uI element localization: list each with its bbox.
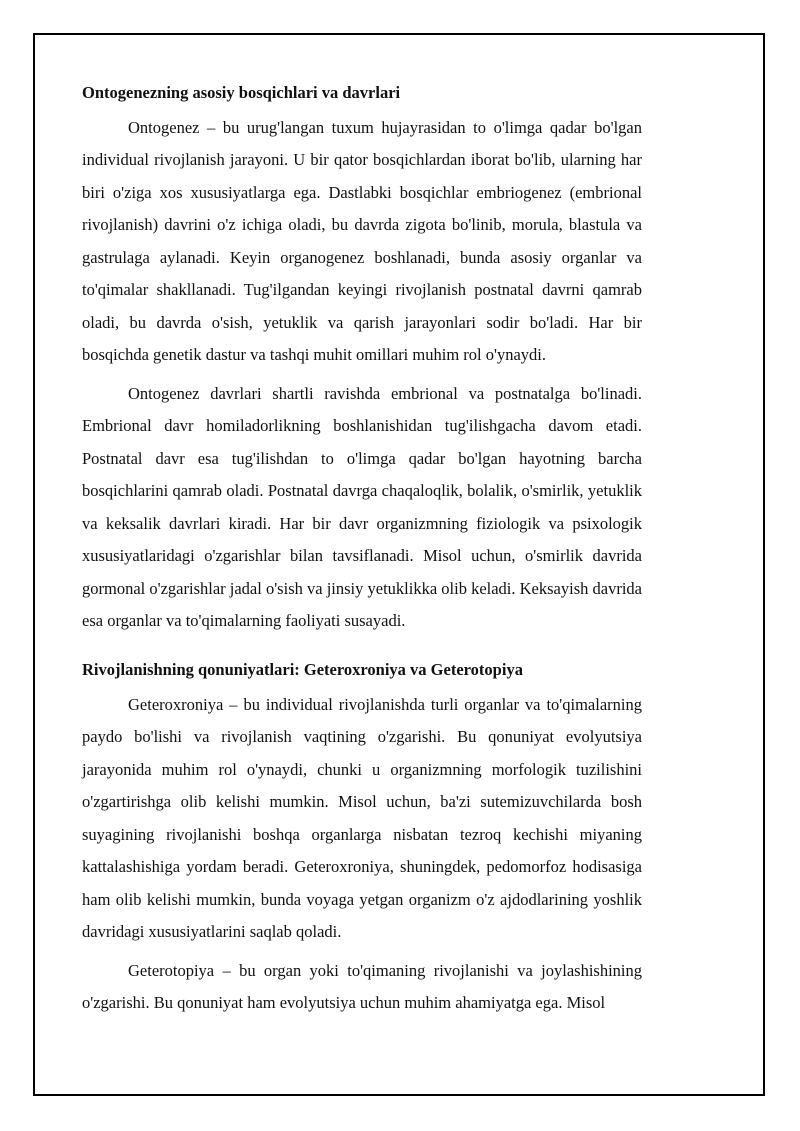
paragraph: Geteroxroniya – bu individual rivojlanishda turli organlar va to'qimalarning paydo bo'lishi va rivojlanish vaqtining o'zgarishi. Bu qonuniyat evolyutsiya jarayonida muhim rol o'ynaydi, chunki u organizmning morfologik tuzilishini o'zgartirishga olib kelishi mumkin. Misol uchun, ba'zi sutemizuvchilarda bosh suyagining rivojlanishi boshqa organlarga nisbatan tezroq kechishi miyaning kattalashishiga yordam beradi. Geteroxroniya, shuningdek, pedomorfoz hodisasiga ham olib kelishi mumkin, bunda voyaga yetgan organizm o'z ajdodlarining yoshlik davridagi xususiyatlarini saqlab qoladi. — [82, 694, 642, 941]
paragraph: Geterotopiya – bu organ yoki to'qimaning rivojlanishi va joylashishining o'zgarishi. Bu qonuniyat ham evolyutsiya uchun muhim ahamiyatga ega. Misol — [82, 960, 642, 1012]
section-heading-ontogenez: Ontogenezning asosiy bosqichlari va davrlari — [82, 83, 401, 102]
document-body — [82, 81, 642, 1020]
section-heading-qonuniyatlar: Rivojlanishning qonuniyatlari: Geteroxroniya va Geterotopiya — [82, 659, 523, 679]
paragraph: Ontogenez davrlari shartli ravishda embrional va postnatalga bo'linadi. Embrional davr homiladorlikning boshlanishidan tug'ilishgacha davom etadi. Postnatal davr esa tug'ilishdan to o'limga qadar bo'lgan hayotning barcha bosqichlarini qamrab oladi. Postnatal davrga chaqaloqlik, bolalik, o'smirlik, yetuklik va keksalik davrlari kiradi. Har bir davr organizmning fiziologik va psixologik xususiyatlaridagi o'zgarishlar bilan tavsiflanadi. Misol uchun, o'smirlik davrida gormonal o'zgarishlar jadal o'sish va jinsiy yetuklikka olib keladi. Keksayish davrida esa organlar va to'qimalarning faoliyati susayadi. — [82, 383, 642, 631]
paragraph: Ontogenez – bu urug'langan tuxum hujayrasidan to o'limga qadar bo'lgan individual rivojlanish jarayoni. U bir qator bosqichlardan iborat bo'lib, ularning har biri o'ziga xos xususiyatlarga ega. Dastlabki bosqichlar embriogenez (embrional rivojlanish) davrini o'z ichiga oladi, bu davrda zigota bo'linib, morula, blastula va gastrulaga aylanadi. Keyin organogenez boshlanadi, bunda asosiy organlar va to'qimalar shakllanadi. Tug'ilgandan keyingi rivojlanish postnatal davrni qamrab oladi, bu davrda o'sish, yetuklik va qarish jarayonlari sodir bo'ladi. Har bir bosqichda genetik dastur va tashqi muhit omillari muhim rol o'ynaydi. — [82, 117, 642, 365]
